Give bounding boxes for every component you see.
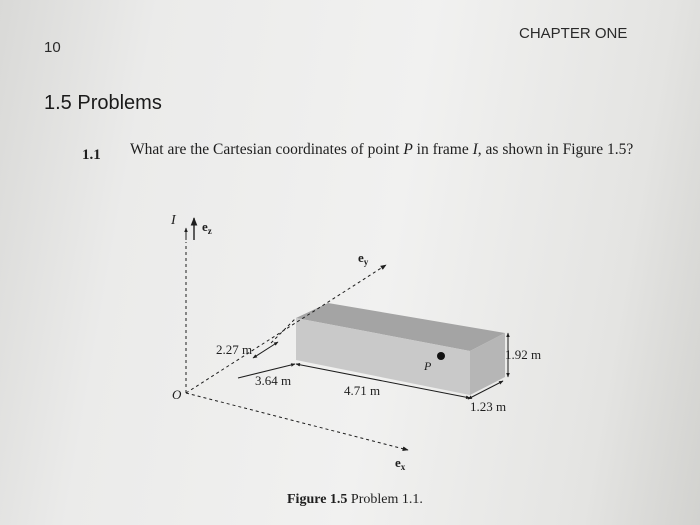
- problem-text-part2: in frame: [412, 141, 473, 158]
- problem-frame: I: [472, 141, 478, 158]
- point-p-marker: [437, 352, 445, 360]
- dim-1-23-label: 1.23 m: [470, 399, 507, 414]
- origin-label: O: [172, 387, 182, 402]
- x-axis: [186, 393, 408, 450]
- problem-number: 1.1: [82, 147, 101, 163]
- dim-1-92-label: 1.92 m: [505, 347, 542, 362]
- problem-text-part3: , as shown in Figure 1.5?: [477, 141, 634, 158]
- frame-label: I: [171, 213, 176, 228]
- point-label: P: [424, 359, 432, 373]
- page-number: 10: [44, 39, 61, 56]
- axis-x-sub: x: [400, 462, 406, 472]
- axis-x-label: [395, 455, 406, 472]
- chapter-header: CHAPTER ONE: [519, 25, 628, 42]
- axis-y-letter: e: [358, 250, 364, 265]
- axis-y-label: [358, 250, 369, 267]
- dim-3-64-label: 3.64 m: [255, 373, 292, 388]
- dim-2-27-arrow: [253, 342, 278, 358]
- axis-z-letter: e: [202, 219, 208, 234]
- caption-text: Problem 1.1.: [350, 492, 423, 507]
- axis-x-letter: e: [395, 455, 401, 470]
- problem-point: P: [403, 141, 413, 158]
- dim-2-27-label: 2.27 m: [216, 342, 253, 357]
- figure-caption: [287, 492, 423, 508]
- problem-text-part1: What are the Cartesian coordinates of point: [130, 141, 404, 158]
- dim-4-71-label: 4.71 m: [344, 383, 381, 398]
- section-title: 1.5 Problems: [44, 92, 162, 114]
- caption-label: Figure 1.5: [287, 492, 348, 507]
- axis-z-label: [202, 219, 212, 236]
- axis-z-sub: z: [207, 226, 212, 236]
- axis-y-sub: y: [363, 257, 369, 267]
